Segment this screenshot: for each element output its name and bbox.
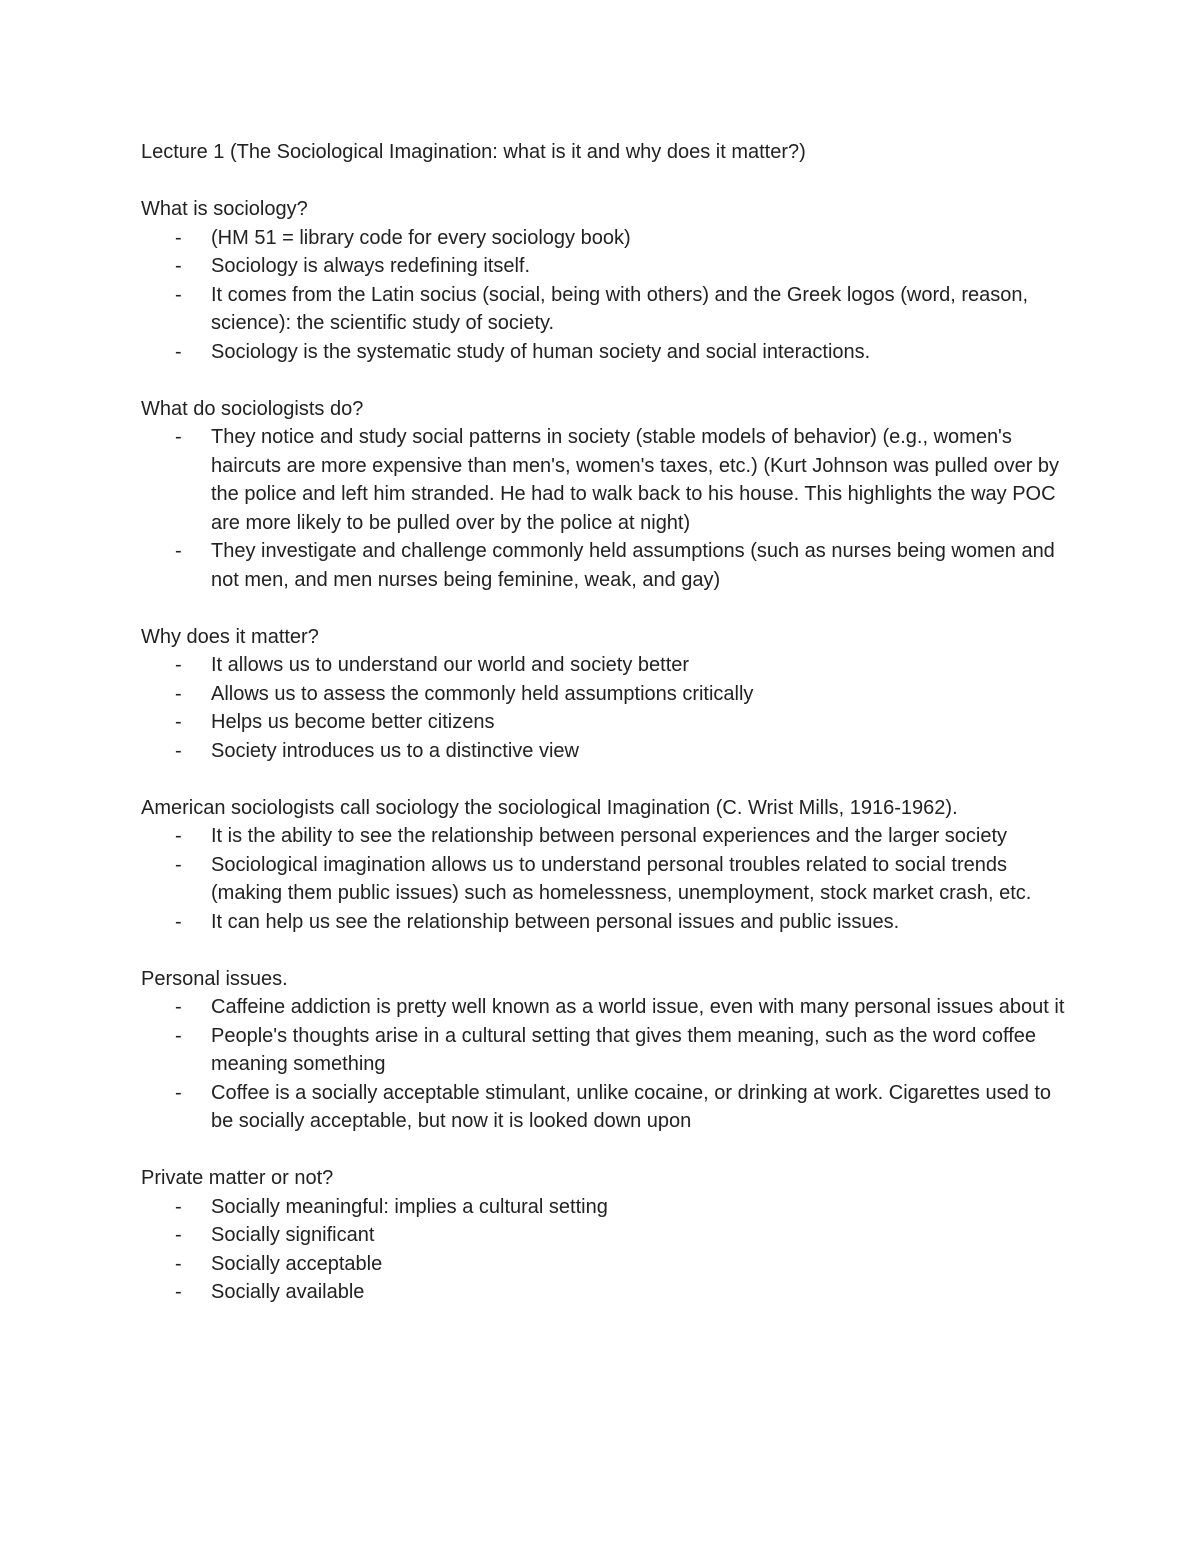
bullet-dash: - (175, 996, 182, 1018)
bullet-list (141, 423, 1071, 594)
bullet-dash: - (175, 255, 182, 277)
bullet-list (141, 651, 1071, 765)
list-item-text: Helps us become better citizens (211, 711, 495, 733)
section-heading: Private matter or not? (141, 1167, 334, 1189)
bullet-dash: - (175, 739, 182, 762)
bullet-dash: - (175, 711, 182, 733)
list-item (175, 908, 1071, 937)
bullet-dash: - (175, 540, 182, 562)
list-item (175, 708, 1071, 737)
list-item-text: It can help us see the relationship between personal issues and public issues. (211, 910, 900, 933)
section-private-matter (141, 1164, 1071, 1307)
list-item (175, 993, 1071, 1022)
section-heading: What do sociologists do? (141, 397, 364, 420)
list-item-text: (HM 51 = library code for every sociology book) (211, 226, 631, 249)
bullet-dash: - (175, 283, 182, 306)
list-item (175, 423, 1071, 537)
section-sociological-imagination (141, 794, 1071, 937)
section-heading: Why does it matter? (141, 625, 319, 648)
list-item-text: It allows us to understand our world and society better (211, 654, 690, 676)
bullet-dash: - (175, 825, 182, 847)
list-item-text: Sociological imagination allows us to understand personal troubles related to social trends (making them public issues) such as homelessness, unemployment, stock market crash, etc. (211, 853, 1032, 904)
section-heading: Personal issues. (141, 967, 288, 990)
list-item (175, 737, 1071, 766)
list-item-text: It is the ability to see the relationship between personal experiences and the larger society (211, 825, 1008, 847)
list-item-text: Sociology is always redefining itself. (211, 255, 531, 277)
bullet-dash: - (175, 340, 182, 363)
bullet-dash: - (175, 1224, 182, 1246)
list-item (175, 537, 1071, 594)
bullet-dash: - (175, 226, 182, 249)
section-heading: American sociologists call sociology the sociological Imagination (C. Wrist Mills, 1916-1962). (141, 796, 958, 819)
section-why-does-it-matter (141, 623, 1071, 766)
list-item-text: Socially significant (211, 1224, 375, 1246)
bullet-dash: - (175, 853, 182, 876)
bullet-dash: - (175, 654, 182, 676)
list-item-text: They investigate and challenge commonly held assumptions (such as nurses being women and not men, and men nurses being feminine, weak, and gay) (211, 540, 1055, 591)
list-item (175, 1221, 1071, 1250)
section-what-do-sociologists-do (141, 395, 1071, 595)
bullet-dash: - (175, 426, 182, 448)
section-what-is-sociology (141, 195, 1071, 366)
list-item-text: Society introduces us to a distinctive view (211, 739, 579, 762)
list-item (175, 252, 1071, 281)
list-item (175, 1250, 1071, 1279)
list-item-text: They notice and study social patterns in society (stable models of behavior) (e.g., women's haircuts are more expensive than men's, women's taxes, etc.) (Kurt Johnson was pulled over by the police and left him stranded. He had to walk back to his house. This highlights the way POC are more likely to be pulled over by the police at night) (211, 426, 1060, 534)
bullet-dash: - (175, 910, 182, 933)
list-item (175, 1278, 1071, 1307)
section-personal-issues (141, 965, 1071, 1136)
list-item (175, 1022, 1071, 1079)
list-item-text: People's thoughts arise in a cultural setting that gives them meaning, such as the word coffee meaning something (211, 1024, 1037, 1075)
bullet-dash: - (175, 1252, 182, 1275)
list-item (175, 224, 1071, 253)
list-item-text: Caffeine addiction is pretty well known as a world issue, even with many personal issues about it (211, 996, 1065, 1018)
bullet-list (141, 822, 1071, 936)
document-page (141, 138, 1071, 1335)
bullet-list (141, 224, 1071, 367)
list-item-text: Socially acceptable (211, 1252, 383, 1275)
list-item (175, 680, 1071, 709)
bullet-dash: - (175, 1024, 182, 1047)
list-item (175, 338, 1071, 367)
list-item-text: Sociology is the systematic study of human society and social interactions. (211, 340, 871, 363)
list-item (175, 1193, 1071, 1222)
bullet-list (141, 993, 1071, 1136)
document-title: Lecture 1 (The Sociological Imagination: what is it and why does it matter?) (141, 141, 806, 163)
list-item (175, 1079, 1071, 1136)
list-item-text: Socially available (211, 1281, 365, 1303)
list-item (175, 281, 1071, 338)
list-item-text: Socially meaningful: implies a cultural setting (211, 1195, 608, 1218)
bullet-dash: - (175, 1195, 182, 1218)
bullet-dash: - (175, 1081, 182, 1104)
list-item-text: Allows us to assess the commonly held assumptions critically (211, 682, 754, 705)
bullet-list (141, 1193, 1071, 1307)
list-item (175, 822, 1071, 851)
list-item-text: Coffee is a socially acceptable stimulant, unlike cocaine, or drinking at work. Cigarettes used to be socially acceptable, but now it is looked down upon (211, 1081, 1052, 1132)
list-item-text: It comes from the Latin socius (social, being with others) and the Greek logos (word, reason, science): the scientific study of society. (211, 283, 1029, 334)
list-item (175, 851, 1071, 908)
list-item (175, 651, 1071, 680)
bullet-dash: - (175, 1281, 182, 1303)
bullet-dash: - (175, 682, 182, 705)
section-heading: What is sociology? (141, 198, 308, 220)
